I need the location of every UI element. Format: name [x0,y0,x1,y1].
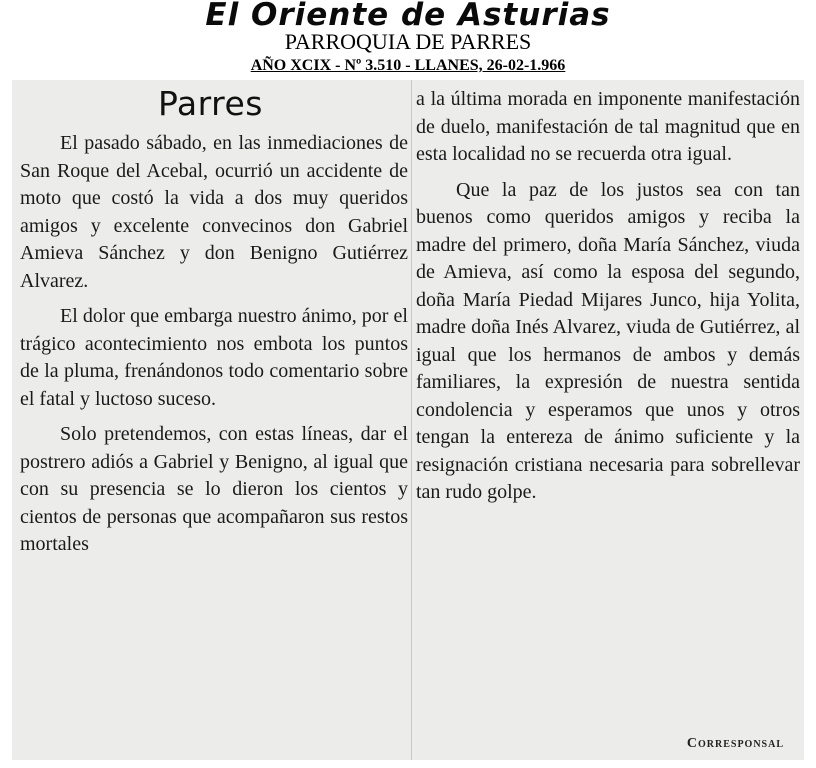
paragraph-funeral: a la última morada en imponente manifestación de duelo, manifestación de tal magnitud que en esta localidad no se recuerda otra igual. [416,88,800,165]
article-column-left [20,80,408,567]
article-heading: Parres [158,84,263,123]
paragraph-farewell: Solo pretendemos, con estas líneas, dar el postrero adiós a Gabriel y Benigno, al igual que con su presencia se lo dieron los cientos y cientos de personas que acompañaron sus restos mortales [20,423,408,555]
paragraph-grief: El dolor que embarga nuestro ánimo, por el trágico acontecimiento nos embota los puntos de la pluma, frenándonos todo comentario sobre el fatal y luctoso suceso. [20,305,408,410]
newspaper-title: El Oriente de Asturias [205,0,611,33]
paragraph-condolence: Que la paz de los justos sea con tan buenos como queridos amigos y reciba la madre del primero, doña María Sánchez, viuda de Amieva, así como la esposa del segundo, doña María Piedad Mijares Junco, hija Yolita, madre doña Inés Alvarez, viuda de Gutiérrez, al igual que los hermanos de ambos y demás familiares, la expresión de nuestra sentida condolencia y esperamos que unos y otros tengan la entereza de ánimo suficiente y la resignación cristiana necesaria para sobrellevar tan rudo golpe. [416,178,800,503]
correspondent-signature: Corresponsal [686,736,784,751]
paragraph-accident: El pasado sábado, en las inmediaciones de San Roque del Acebal, ocurrió un accidente de moto que costó la vida a dos muy queridos amigos y excelente convecinos don Gabriel Amieva Sánchez y don Benigno Gutiérrez Alvarez. [20,132,408,292]
parish-subtitle: PARROQUIA DE PARRES [284,29,532,54]
issue-line: AÑO XCIX - Nº 3.510 - LLANES, 26-02-1.966 [250,57,566,74]
article-clipping [12,80,804,760]
article-column-right [416,86,800,515]
column-divider [411,80,412,760]
